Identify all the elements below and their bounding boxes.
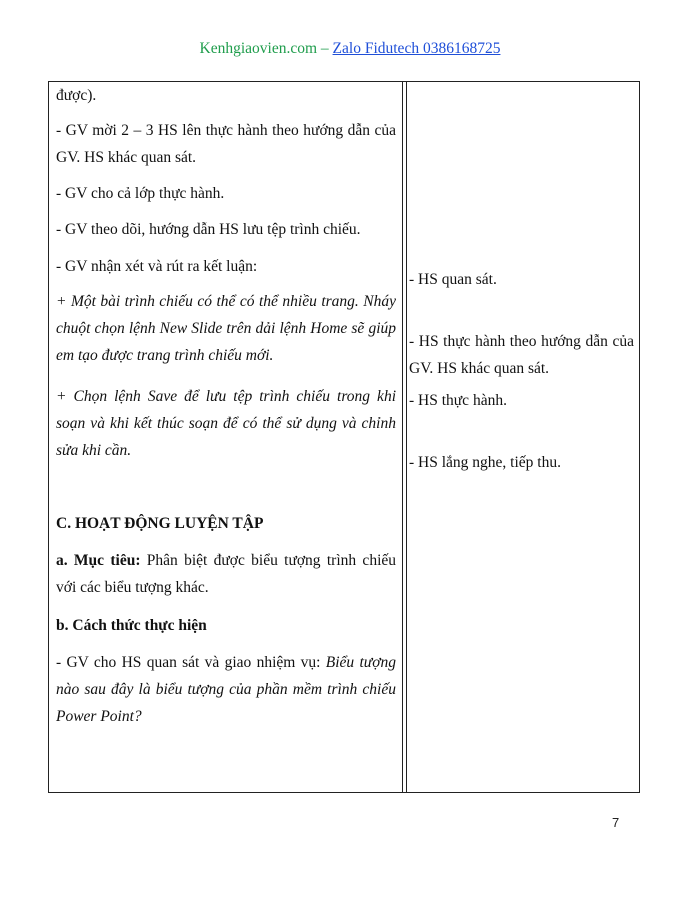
paragraph-class-practice: - GV cho cả lớp thực hành. — [56, 185, 225, 202]
page-number: 7 — [612, 815, 620, 830]
header-contact-link[interactable]: Zalo Fidutech 0386168725 — [332, 40, 501, 57]
paragraph-conclusion-intro: - GV nhận xét và rút ra kết luận: — [56, 258, 258, 275]
page-header — [0, 40, 700, 58]
method-heading: b. Cách thức thực hiện — [56, 617, 207, 634]
paragraph-invite-students: - GV mời 2 – 3 HS lên thực hành theo hướng dẫn của GV. HS khác quan sát. — [56, 122, 396, 166]
conclusion-save: + Chọn lệnh Save để lưu tệp trình chiếu trong khi soạn và khi kết thúc soạn để có thể sử dụng và chỉnh sửa khi cần. — [56, 388, 396, 459]
student-observe: - HS quan sát. — [409, 271, 497, 288]
section-heading: C. HOẠT ĐỘNG LUYỆN TẬP — [56, 515, 264, 532]
objective-label: a. Mục tiêu: — [56, 552, 141, 569]
student-practice: - HS thực hành. — [409, 392, 507, 409]
task-question: Biểu tượng nào sau đây là biểu tượng của phần mềm trình chiếu Power Point? — [56, 654, 396, 725]
conclusion-new-slide: + Một bài trình chiếu có thể có thể nhiều trang. Nháy chuột chọn lệnh New Slide trên dải lệnh Home sẽ giúp em tạo được trang trình chiếu mới. — [56, 293, 396, 364]
task-paragraph — [56, 649, 396, 730]
lesson-table — [48, 81, 640, 793]
header-separator: – — [317, 40, 333, 57]
objective-text: Phân biệt được biểu tượng trình chiếu với các biểu tượng khác. — [56, 552, 397, 596]
student-practice-guided: - HS thực hành theo hướng dẫn của GV. HS khác quan sát. — [409, 333, 634, 377]
objective-paragraph — [56, 547, 396, 601]
student-listen: - HS lắng nghe, tiếp thu. — [409, 454, 561, 471]
column-divider-inner — [406, 82, 407, 792]
header-site: Kenhgiaovien.com — [199, 40, 318, 57]
paragraph-continued: được). — [56, 87, 97, 104]
column-divider — [402, 82, 403, 792]
paragraph-save-guidance: - GV theo dõi, hướng dẫn HS lưu tệp trình chiếu. — [56, 221, 361, 238]
task-prefix: - GV cho HS quan sát và giao nhiệm vụ: — [56, 654, 326, 671]
